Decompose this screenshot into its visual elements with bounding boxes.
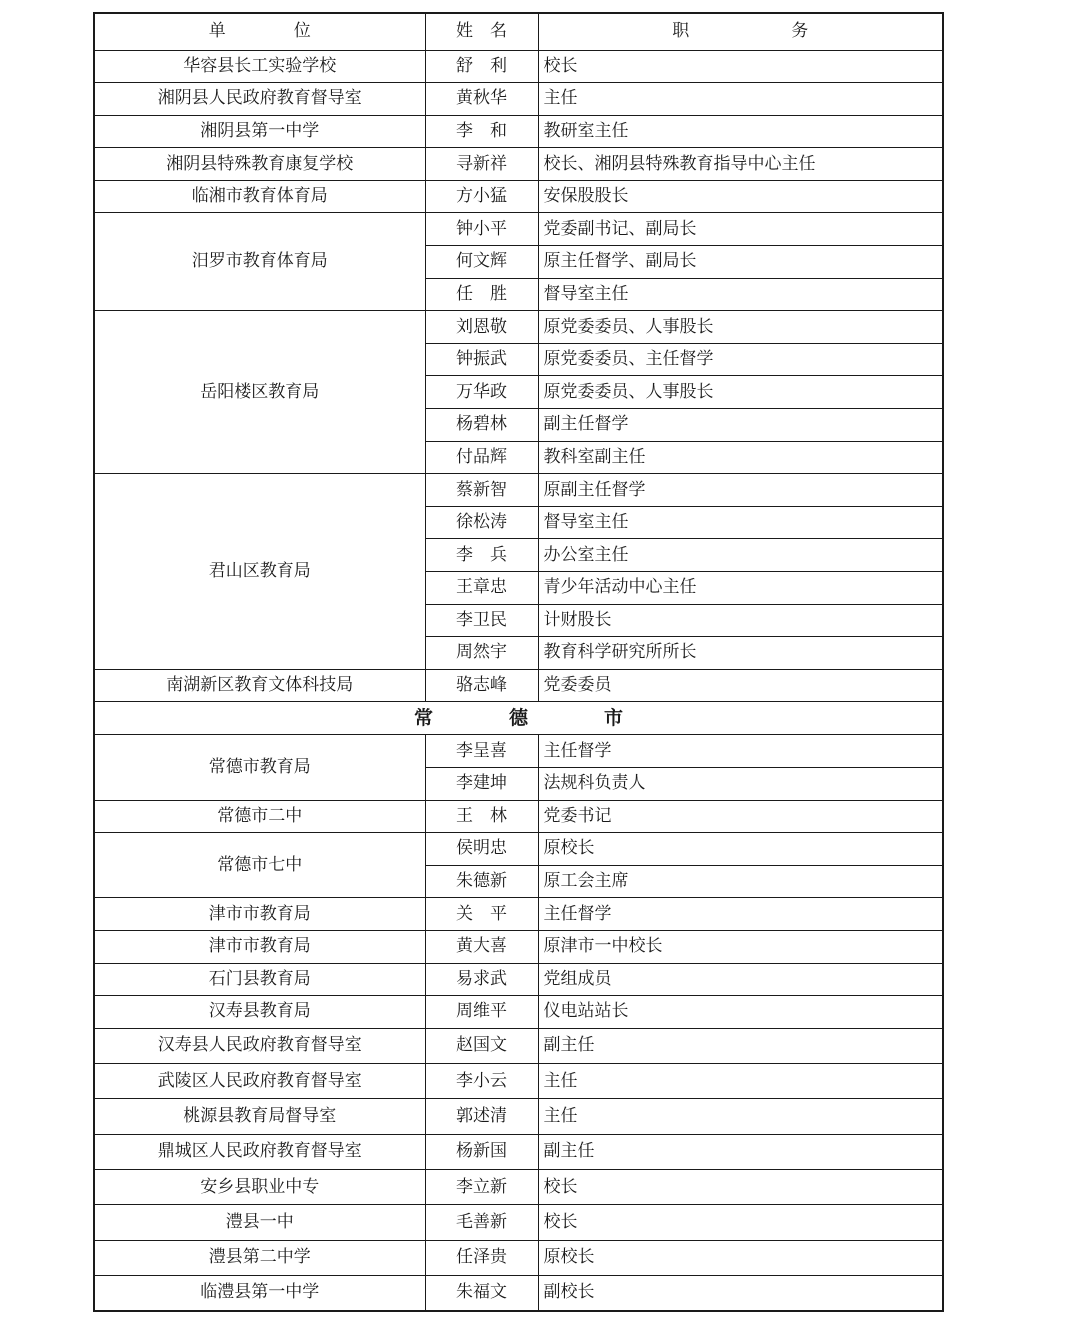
unit-cell: 南湖新区教育文体科技局 bbox=[94, 669, 425, 702]
unit-cell: 常德市七中 bbox=[94, 833, 425, 898]
unit-cell: 湘阴县人民政府教育督导室 bbox=[94, 83, 425, 116]
unit-cell: 津市市教育局 bbox=[94, 898, 425, 931]
unit-cell: 湘阴县第一中学 bbox=[94, 115, 425, 148]
table-row bbox=[94, 115, 943, 148]
table-row bbox=[94, 1028, 943, 1063]
name-cell: 李 兵 bbox=[425, 539, 538, 572]
title-cell: 计财股长 bbox=[538, 604, 943, 637]
name-cell: 周维平 bbox=[425, 996, 538, 1029]
name-cell: 王章忠 bbox=[425, 572, 538, 605]
unit-cell: 临湘市教育体育局 bbox=[94, 180, 425, 213]
title-cell: 主任 bbox=[538, 1064, 943, 1099]
title-cell: 青少年活动中心主任 bbox=[538, 572, 943, 605]
name-cell: 任 胜 bbox=[425, 278, 538, 311]
unit-cell: 湘阴县特殊教育康复学校 bbox=[94, 148, 425, 181]
table-row bbox=[94, 1205, 943, 1240]
name-cell: 朱福文 bbox=[425, 1275, 538, 1310]
title-cell: 副主任 bbox=[538, 1134, 943, 1169]
table-row bbox=[94, 996, 943, 1029]
section-row bbox=[94, 702, 943, 735]
block-changde bbox=[94, 735, 943, 1028]
title-cell: 副校长 bbox=[538, 1275, 943, 1310]
table-row bbox=[94, 833, 943, 866]
unit-cell: 常德市教育局 bbox=[94, 735, 425, 800]
name-cell: 舒 利 bbox=[425, 50, 538, 83]
title-cell: 原校长 bbox=[538, 833, 943, 866]
name-cell: 毛善新 bbox=[425, 1205, 538, 1240]
title-cell: 副主任督学 bbox=[538, 409, 943, 442]
name-cell: 杨碧林 bbox=[425, 409, 538, 442]
title-cell: 教研室主任 bbox=[538, 115, 943, 148]
title-cell: 教科室副主任 bbox=[538, 441, 943, 474]
table-row bbox=[94, 180, 943, 213]
table-row bbox=[94, 1099, 943, 1134]
table-row bbox=[94, 800, 943, 833]
name-cell: 钟小平 bbox=[425, 213, 538, 246]
name-cell: 黄大喜 bbox=[425, 930, 538, 963]
name-cell: 钟振武 bbox=[425, 343, 538, 376]
table-row bbox=[94, 148, 943, 181]
name-cell: 付品辉 bbox=[425, 441, 538, 474]
table-row bbox=[94, 213, 943, 246]
table-row bbox=[94, 898, 943, 931]
table-row bbox=[94, 1134, 943, 1169]
block-yueyang bbox=[94, 50, 943, 702]
name-cell: 寻新祥 bbox=[425, 148, 538, 181]
table-row bbox=[94, 1064, 943, 1099]
title-cell: 主任督学 bbox=[538, 898, 943, 931]
title-cell: 党委委员 bbox=[538, 669, 943, 702]
table-row bbox=[94, 735, 943, 768]
name-cell: 李立新 bbox=[425, 1169, 538, 1204]
name-cell: 李建坤 bbox=[425, 767, 538, 800]
table-row bbox=[94, 1275, 943, 1310]
title-cell: 校长 bbox=[538, 1205, 943, 1240]
unit-cell: 汉寿县人民政府教育督导室 bbox=[94, 1028, 425, 1063]
title-cell: 督导室主任 bbox=[538, 506, 943, 539]
title-cell: 主任督学 bbox=[538, 735, 943, 768]
title-cell: 党委副书记、副局长 bbox=[538, 213, 943, 246]
title-cell: 校长 bbox=[538, 1169, 943, 1204]
title-cell: 教育科学研究所所长 bbox=[538, 637, 943, 670]
table-row bbox=[94, 669, 943, 702]
name-cell: 杨新国 bbox=[425, 1134, 538, 1169]
name-cell: 方小猛 bbox=[425, 180, 538, 213]
name-cell: 李呈喜 bbox=[425, 735, 538, 768]
title-cell: 办公室主任 bbox=[538, 539, 943, 572]
name-cell: 赵国文 bbox=[425, 1028, 538, 1063]
name-cell: 朱德新 bbox=[425, 865, 538, 898]
table-row bbox=[94, 83, 943, 116]
table-row bbox=[94, 474, 943, 507]
personnel-table bbox=[93, 12, 944, 1312]
title-cell: 原党委委员、人事股长 bbox=[538, 376, 943, 409]
title-cell: 校长 bbox=[538, 50, 943, 83]
name-cell: 万华政 bbox=[425, 376, 538, 409]
header-row bbox=[94, 13, 943, 50]
title-cell: 原党委委员、主任督学 bbox=[538, 343, 943, 376]
name-cell: 侯明忠 bbox=[425, 833, 538, 866]
name-cell: 任泽贵 bbox=[425, 1240, 538, 1275]
table-row bbox=[94, 963, 943, 996]
title-cell: 党组成员 bbox=[538, 963, 943, 996]
name-cell: 李小云 bbox=[425, 1064, 538, 1099]
name-cell: 骆志峰 bbox=[425, 669, 538, 702]
name-cell: 何文辉 bbox=[425, 246, 538, 279]
table-row bbox=[94, 1240, 943, 1275]
name-cell: 蔡新智 bbox=[425, 474, 538, 507]
title-cell: 法规科负责人 bbox=[538, 767, 943, 800]
header-name: 姓 名 bbox=[425, 13, 538, 50]
block-changde-more bbox=[94, 1028, 943, 1310]
unit-cell: 常德市二中 bbox=[94, 800, 425, 833]
title-cell: 安保股股长 bbox=[538, 180, 943, 213]
name-cell: 周然宇 bbox=[425, 637, 538, 670]
title-cell: 原党委委员、人事股长 bbox=[538, 311, 943, 344]
unit-cell: 安乡县职业中专 bbox=[94, 1169, 425, 1204]
name-cell: 李卫民 bbox=[425, 604, 538, 637]
table-row bbox=[94, 50, 943, 83]
unit-cell: 鼎城区人民政府教育督导室 bbox=[94, 1134, 425, 1169]
title-cell: 原校长 bbox=[538, 1240, 943, 1275]
title-cell: 仪电站站长 bbox=[538, 996, 943, 1029]
unit-cell: 武陵区人民政府教育督导室 bbox=[94, 1064, 425, 1099]
name-cell: 关 平 bbox=[425, 898, 538, 931]
unit-cell: 汨罗市教育体育局 bbox=[94, 213, 425, 311]
title-cell: 原副主任督学 bbox=[538, 474, 943, 507]
title-cell: 副主任 bbox=[538, 1028, 943, 1063]
header-title: 职 务 bbox=[538, 13, 943, 50]
name-cell: 李 和 bbox=[425, 115, 538, 148]
title-cell: 原主任督学、副局长 bbox=[538, 246, 943, 279]
title-cell: 督导室主任 bbox=[538, 278, 943, 311]
unit-cell: 石门县教育局 bbox=[94, 963, 425, 996]
title-cell: 校长、湘阴县特殊教育指导中心主任 bbox=[538, 148, 943, 181]
table-row bbox=[94, 930, 943, 963]
table-row bbox=[94, 1169, 943, 1204]
name-cell: 郭述清 bbox=[425, 1099, 538, 1134]
section-title-changde: 常 德 市 bbox=[94, 702, 943, 735]
title-cell: 主任 bbox=[538, 1099, 943, 1134]
name-cell: 徐松涛 bbox=[425, 506, 538, 539]
unit-cell: 澧县一中 bbox=[94, 1205, 425, 1240]
unit-cell: 岳阳楼区教育局 bbox=[94, 311, 425, 474]
title-cell: 原津市一中校长 bbox=[538, 930, 943, 963]
unit-cell: 君山区教育局 bbox=[94, 474, 425, 670]
title-cell: 主任 bbox=[538, 83, 943, 116]
unit-cell: 津市市教育局 bbox=[94, 930, 425, 963]
name-cell: 易求武 bbox=[425, 963, 538, 996]
name-cell: 黄秋华 bbox=[425, 83, 538, 116]
name-cell: 刘恩敬 bbox=[425, 311, 538, 344]
unit-cell: 汉寿县教育局 bbox=[94, 996, 425, 1029]
title-cell: 原工会主席 bbox=[538, 865, 943, 898]
header-unit: 单 位 bbox=[94, 13, 425, 50]
unit-cell: 华容县长工实验学校 bbox=[94, 50, 425, 83]
unit-cell: 桃源县教育局督导室 bbox=[94, 1099, 425, 1134]
table-row bbox=[94, 311, 943, 344]
title-cell: 党委书记 bbox=[538, 800, 943, 833]
name-cell: 王 林 bbox=[425, 800, 538, 833]
unit-cell: 临澧县第一中学 bbox=[94, 1275, 425, 1310]
unit-cell: 澧县第二中学 bbox=[94, 1240, 425, 1275]
